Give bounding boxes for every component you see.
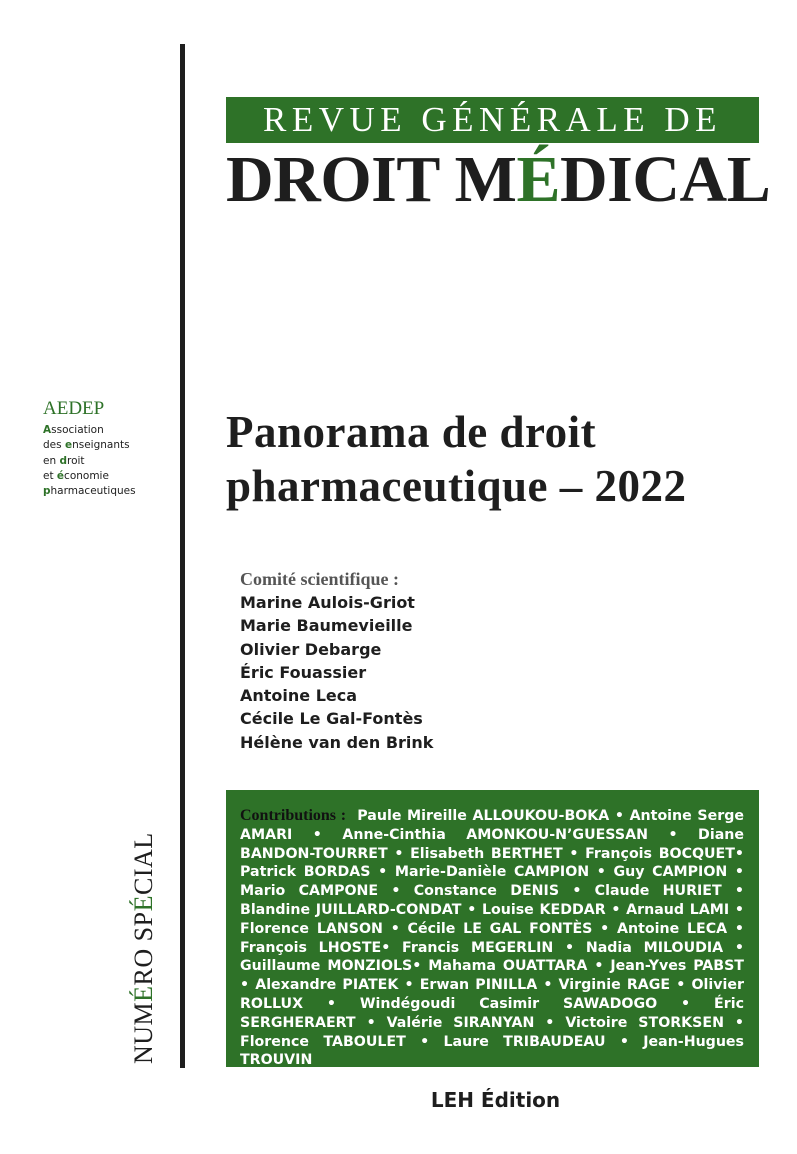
association-line: des enseignants — [43, 439, 130, 452]
committee-member: Marie Baumevieille — [240, 616, 413, 636]
committee-member: Olivier Debarge — [240, 639, 382, 659]
journal-title-part1: DROIT M — [226, 143, 517, 216]
journal-banner-text: REVUE GÉNÉRALE DE — [262, 100, 722, 139]
issue-title — [226, 405, 687, 513]
association-line: pharmaceutiques — [43, 485, 136, 498]
association-acronym: AEDEP — [43, 398, 105, 419]
journal-title — [226, 140, 771, 220]
association-name — [43, 423, 136, 499]
contributions-text — [240, 807, 744, 1070]
committee-member: Éric Fouassier — [240, 662, 367, 682]
committee-member: Marine Aulois-Griot — [240, 593, 415, 612]
contributions-box — [226, 790, 759, 1067]
committee-member: Cécile Le Gal-Fontès — [240, 709, 423, 729]
issue-title-line2: pharmaceutique – 2022 — [226, 461, 687, 511]
association-line: en droit — [43, 454, 85, 467]
journal-title-accent: É — [516, 143, 561, 216]
committee-member: Hélène van den Brink — [240, 732, 434, 752]
publisher-block — [0, 1088, 797, 1112]
issue-title-line1: Panorama de droit — [226, 407, 597, 457]
committee-member: Antoine Leca — [240, 686, 358, 706]
vertical-rule — [180, 44, 185, 1068]
publisher-name: LEH Édition — [430, 1088, 561, 1112]
contributors-list: Paule Mireille ALLOUKOU-BOKA • Antoine Serge AMARI • Anne-Cinthia AMONKOU-N’GUESSAN • Diane BANDON-TOURRET • Elisabeth BERTHET • François BOCQUET• Patrick BORDAS • Marie-Danièle CAMPION • Guy CAMPION • Mario CAMPONE • Constance DENIS • Claude HURIET • Blandine JUILLARD-CONDAT • Louise KEDDAR • Arnaud LAMI • Florence LANSON • Cécile LE GAL FONTÈS • Antoine LECA • François LHOSTE• Francis MEGERLIN • Nadia MILOUDIA • Guillaume MONZIOLS• Mahama OUATTARA • Jean-Yves PABST • Alexandre PIATEK • Erwan PINILLA • Virginie RAGE • Olivier ROLLUX • Windégoudi Casimir SAWADOGO • Éric SERGHERAERT • Valérie SIRANYAN • Victoire STORKSEN • Florence TABOULET • Laure TRIBAUDEAU • Jean-Hugues TROUVIN — [240, 808, 744, 1069]
committee-block — [240, 568, 433, 754]
committee-label: Comité scientifique : — [240, 569, 399, 589]
association-line: Association — [43, 424, 104, 436]
association-block — [43, 398, 136, 499]
journal-banner — [226, 97, 759, 143]
journal-title-part2: DICAL — [560, 143, 771, 216]
special-issue-label: NUMÉRO SPÉCIAL — [129, 832, 158, 1064]
association-line: et économie — [43, 469, 109, 482]
contributions-label: Contributions : — [240, 807, 347, 824]
